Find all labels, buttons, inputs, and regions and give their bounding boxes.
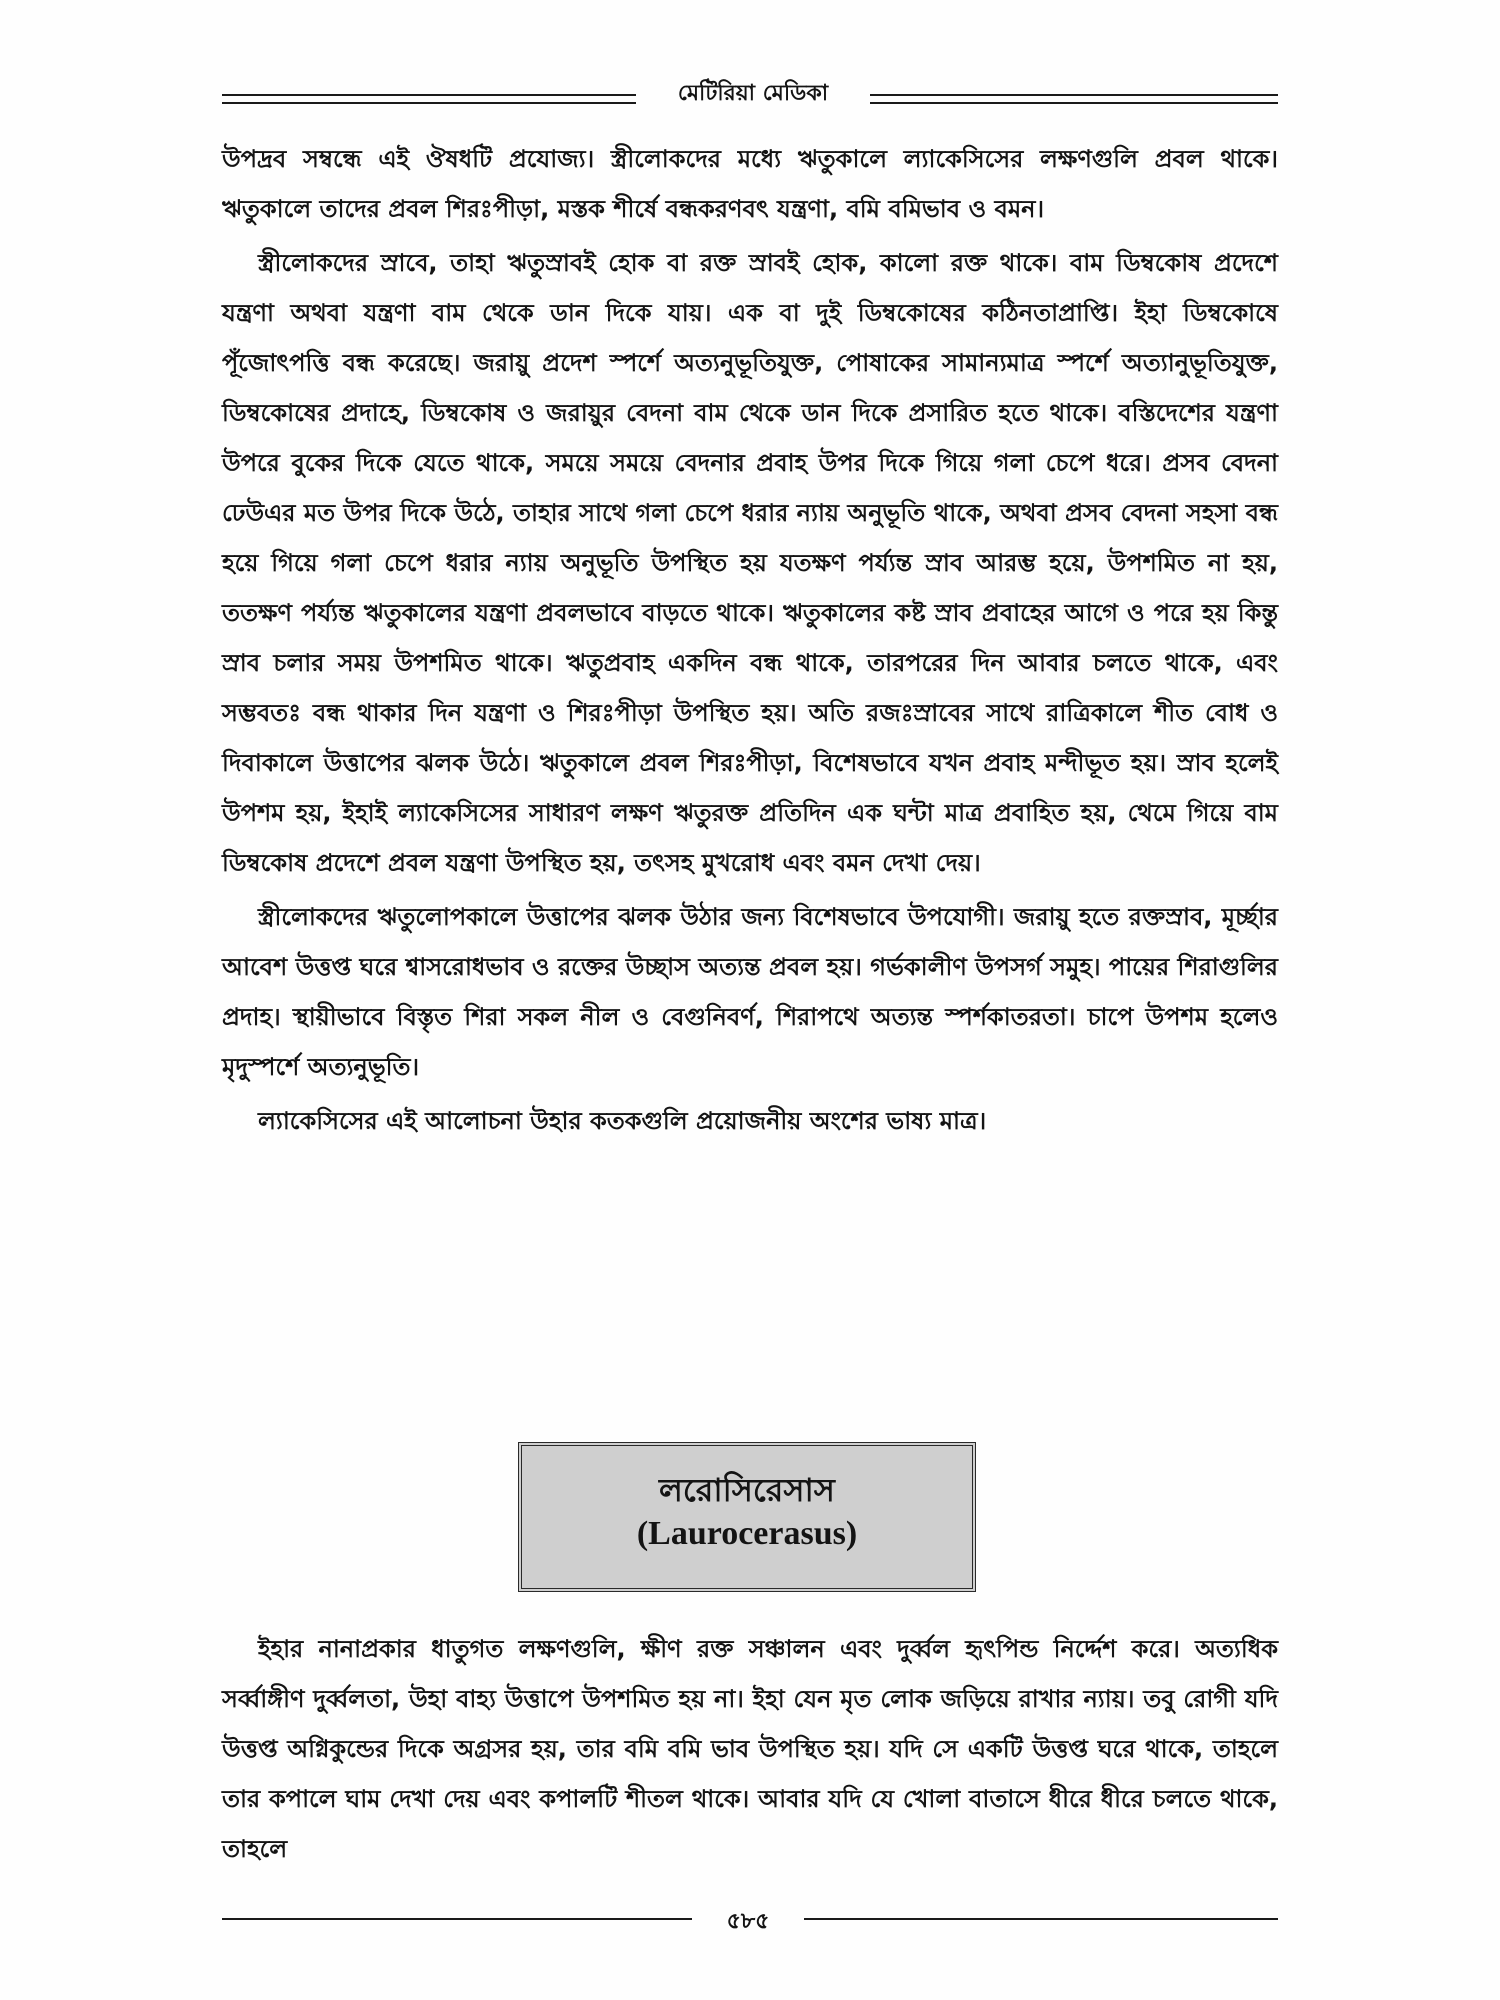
paragraph-continued: উপদ্রব সম্বন্ধে এই ঔষধটি প্রযোজ্য। স্ত্রীলোকদের মধ্যে ঋতুকালে ল্যাকেসিসের লক্ষণগুলি প্রবল থাকে। ঋতুকালে তাদের প্রবল শিরঃপীড়া, মস্তক শীর্ষে বন্ধকরণবৎ যন্ত্রণা, বমি বমিভাব ও বমন। xyxy=(222,145,1278,223)
page-header xyxy=(222,72,1278,112)
remedy-heading-box xyxy=(518,1442,976,1592)
remedy-name-bengali: লরোসিরেসাস xyxy=(659,1471,835,1509)
footer-rule-left xyxy=(222,1918,692,1920)
paragraph-discharges: স্ত্রীলোকদের স্রাবে, তাহা ঋতুস্রাবই হোক বা রক্ত স্রাবই হোক, কালো রক্ত থাকে। বাম ডিম্বকোষ প্রদেশে যন্ত্রণা অথবা যন্ত্রণা বাম থেকে ডান দিকে যায়। এক বা দুই ডিম্বকোষের কঠিনতাপ্রাপ্তি। ইহা ডিম্বকোষে পূঁজোৎপত্তি বন্ধ করেছে। জরায়ু প্রদেশ স্পর্শে অত্যনুভূতিযুক্ত, পোষাকের সামান্যমাত্র স্পর্শে অত্যানুভূতিযুক্ত, ডিম্বকোষের প্রদাহে, ডিম্বকোষ ও জরায়ুর বেদনা বাম থেকে ডান দিকে প্রসারিত হতে থাকে। বস্তিদেশের যন্ত্রণা উপরে বুকের দিকে যেতে থাকে, সময়ে সময়ে বেদনার প্রবাহ উপর দিকে গিয়ে গলা চেপে ধরে। প্রসব বেদনা ঢেউএর মত উপর দিকে উঠে, তাহার সাথে গলা চেপে ধরার ন্যায় অনুভূতি থাকে, অথবা প্রসব বেদনা সহসা বন্ধ হয়ে গিয়ে গলা চেপে ধরার ন্যায় অনুভূতি উপস্থিত হয় যতক্ষণ পর্য্যন্ত স্রাব আরম্ভ হয়ে, উপশমিত না হয়, ততক্ষণ পর্য্যন্ত ঋতুকালের যন্ত্রণা প্রবলভাবে বাড়তে থাকে। ঋতুকালের কষ্ট স্রাব প্রবাহের আগে ও পরে হয় কিন্তু স্রাব চলার সময় উপশমিত থাকে। ঋতুপ্রবাহ একদিন বন্ধ থাকে, তারপরের দিন আবার চলতে থাকে, এবং সম্ভবতঃ বন্ধ থাকার দিন যন্ত্রণা ও শিরঃপীড়া উপস্থিত হয়। অতি রজঃস্রাবের সাথে রাত্রিকালে শীত বোধ ও দিবাকালে উত্তাপের ঝলক উঠে। ঋতুকালে প্রবল শিরঃপীড়া, বিশেষভাবে যখন প্রবাহ মন্দীভূত হয়। স্রাব হলেই উপশম হয়, ইহাই ল্যাকেসিসের সাধারণ লক্ষণ ঋতুরক্ত প্রতিদিন এক ঘন্টা মাত্র প্রবাহিত হয়, থেমে গিয়ে বাম ডিম্বকোষ প্রদেশে প্রবল যন্ত্রণা উপস্থিত হয়, তৎসহ মুখরোধ এবং বমন দেখা দেয়। xyxy=(222,249,1278,877)
body-text-top xyxy=(222,134,1278,1150)
page-number: ৫৮৫ xyxy=(726,1909,770,1934)
paragraph-summary: ল্যাকেসিসের এই আলোচনা উহার কতকগুলি প্রয়োজনীয় অংশের ভাষ্য মাত্র। xyxy=(258,1107,987,1135)
footer-rule-right xyxy=(804,1918,1278,1920)
page-footer xyxy=(222,1904,1278,1934)
header-rule-left xyxy=(222,94,636,104)
running-title: মেটিরিয়া মেডিকা xyxy=(677,81,829,106)
body-text-bottom xyxy=(222,1624,1278,1878)
header-rule-right xyxy=(870,94,1278,104)
paragraph-menopause: স্ত্রীলোকদের ঋতুলোপকালে উত্তাপের ঝলক উঠার জন্য বিশেষভাবে উপযোগী। জরায়ু হতে রক্তস্রাব, মূর্চ্ছার আবেশ উত্তপ্ত ঘরে শ্বাসরোধভাব ও রক্তের উচ্ছাস অত্যন্ত প্রবল হয়। গর্ভকালীণ উপসর্গ সমুহ। পায়ের শিরাগুলির প্রদাহ। স্থায়ীভাবে বিস্তৃত শিরা সকল নীল ও বেগুনিবর্ণ, শিরাপথে অত্যন্ত স্পর্শকাতরতা। চাপে উপশম হলেও মৃদুস্পর্শে অত্যনুভূতি। xyxy=(222,903,1278,1081)
paragraph-laurocerasus: ইহার নানাপ্রকার ধাতুগত লক্ষণগুলি, ক্ষীণ রক্ত সঞ্চালন এবং দুর্ব্বল হৃৎপিন্ড নির্দ্দেশ করে। অত্যধিক সর্ব্বাঙ্গীণ দুর্ব্বলতা, উহা বাহ্য উত্তাপে উপশমিত হয় না। ইহা যেন মৃত লোক জড়িয়ে রাখার ন্যায়। তবু রোগী যদি উত্তপ্ত অগ্নিকুন্ডের দিকে অগ্রসর হয়, তার বমি বমি ভাব উপস্থিত হয়। যদি সে একটি উত্তপ্ত ঘরে থাকে, তাহলে তার কপালে ঘাম দেখা দেয় এবং কপালটি শীতল থাকে। আবার যদি যে খোলা বাতাসে ধীরে ধীরে চলতে থাকে, তাহলে xyxy=(222,1635,1278,1863)
remedy-name-latin: (Laurocerasus) xyxy=(636,1515,858,1552)
